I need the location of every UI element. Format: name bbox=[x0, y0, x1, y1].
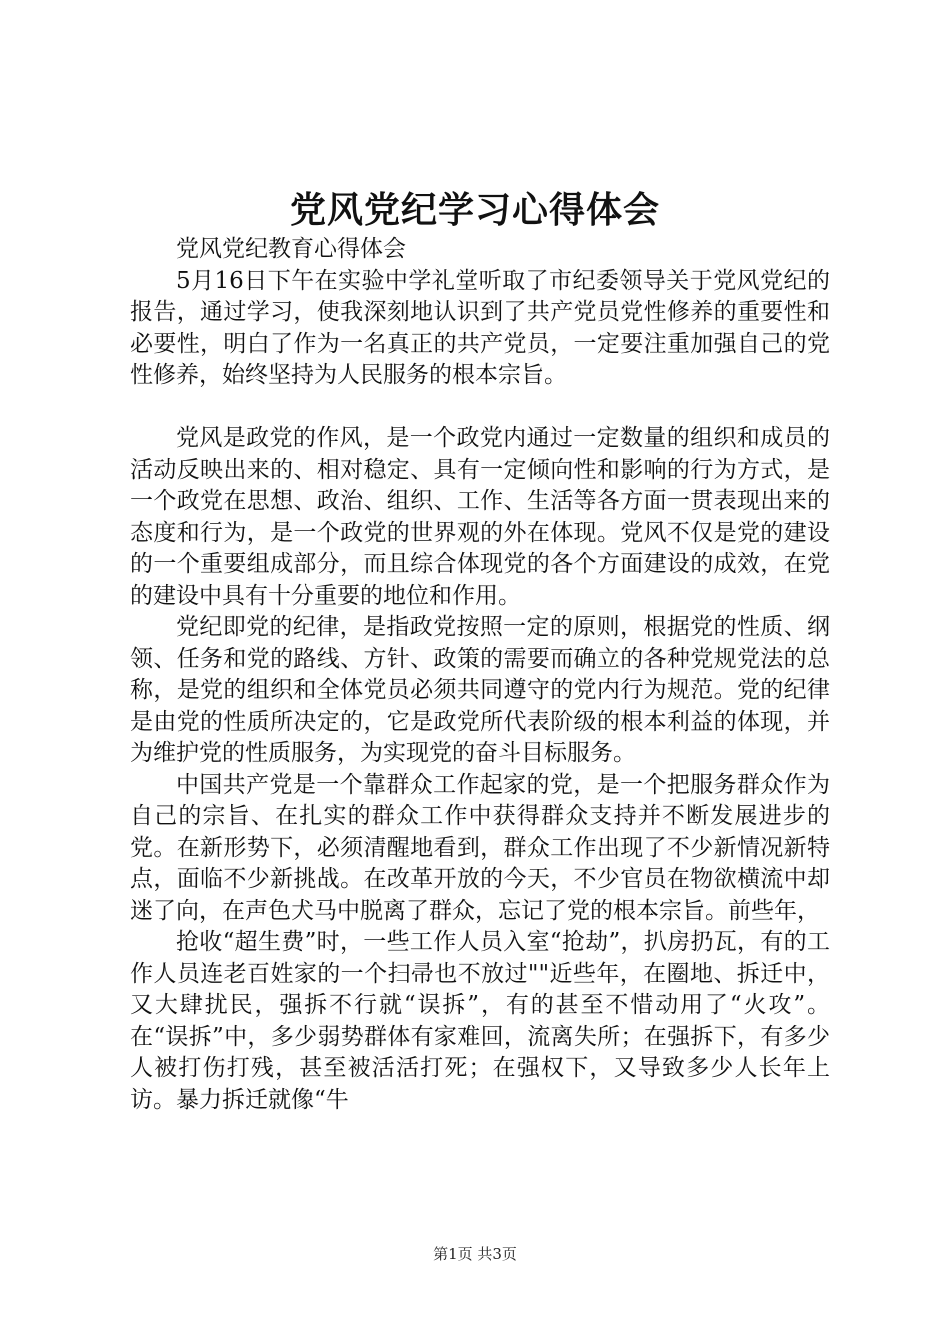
intro-paragraph: 5月16日下午在实验中学礼堂听取了市纪委领导关于党风党纪的报告，通过学习，使我深刻地认识到了共产党员党性修养的重要性和必要性，明白了作为一名真正的共产党员，一定要注重加强自己的党性修养，始终坚持为人民服务的根本宗旨。 bbox=[130, 267, 830, 388]
party-style-paragraph: 党风是政党的作风，是一个政党内通过一定数量的组织和成员的活动反映出来的、相对稳定、具有一定倾向性和影响的行为方式，是一个政党在思想、政治、组织、工作、生活等各方面一贯表现出来的态度和行为，是一个政党的世界观的外在体现。党风不仅是党的建设的一个重要组成部分，而且综合体现党的各个方面建设的成效，在党的建设中具有十分重要的地位和作用。 bbox=[130, 425, 830, 609]
document-body bbox=[130, 234, 830, 1116]
document-title: 党风党纪学习心得体会 bbox=[289, 189, 660, 231]
demolition-paragraph: 抢收“超生费”时，一些工作人员入室“抢劫”，扒房扔瓦，有的工作人员连老百姓家的一个扫帚也不放过""近些年，在圈地、拆迁中，又大肆扰民，强拆不行就“误拆”，有的甚至不惜动用了“火攻”。在“误拆”中，多少弱势群体有家难回，流离失所；在强拆下，有多少人被打伤打残，甚至被活活打死；在强权下，又导致多少人长年上访。暴力拆迁就像“牛 bbox=[130, 929, 830, 1113]
page-number-footer: 第1页 共3页 bbox=[433, 1245, 517, 1263]
mass-work-paragraph: 中国共产党是一个靠群众工作起家的党，是一个把服务群众作为自己的宗旨、在扎实的群众工作中获得群众支持并不断发展进步的党。在新形势下，必须清醒地看到，群众工作出现了不少新情况新特点，面临不少新挑战。在改革开放的今天，不少官员在物欲横流中却迷了向，在声色犬马中脱离了群众，忘记了党的根本宗旨。前些年， bbox=[130, 771, 830, 924]
party-discipline-paragraph: 党纪即党的纪律，是指政党按照一定的原则，根据党的性质、纲领、任务和党的路线、方针、政策的需要而确立的各种党规党法的总称，是党的组织和全体党员必须共同遵守的党内行为规范。党的纪律是由党的性质所决定的，它是政党所代表阶级的根本利益的体现，并为维护党的性质服务，为实现党的奋斗目标服务。 bbox=[130, 614, 830, 766]
subtitle-paragraph: 党风党纪教育心得体会 bbox=[176, 236, 406, 262]
